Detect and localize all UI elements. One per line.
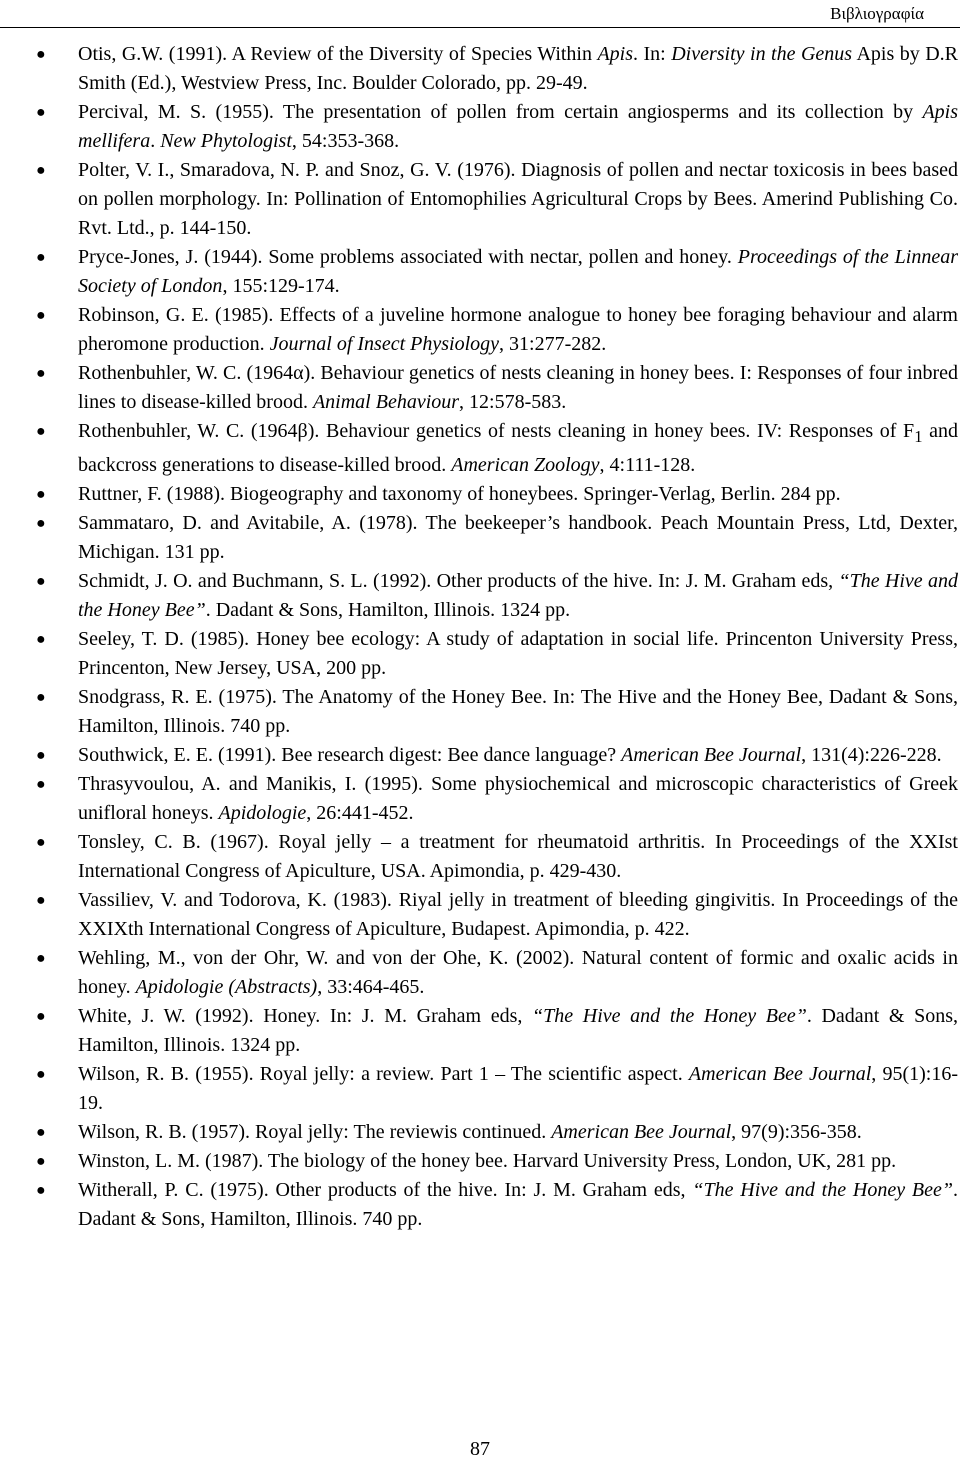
reference-text: , 54:353-368. xyxy=(291,130,400,152)
italic-title: Animal Behaviour xyxy=(312,391,460,413)
header-rule xyxy=(0,27,960,28)
reference-item xyxy=(36,625,958,683)
italic-title: Proceedings of the Linnear Society of London xyxy=(78,246,958,297)
page-number: 87 xyxy=(470,1438,490,1460)
italic-title: American Bee Journal xyxy=(621,744,802,766)
reference-text: Percival, M. S. (1955). The presentation of pollen from certain angiosperms and its collection by xyxy=(78,101,923,123)
reference-item xyxy=(36,741,958,770)
reference-text: Witherall, P. C. (1975). Other products of the hive. In: J. M. Graham eds, xyxy=(78,1179,693,1201)
reference-item xyxy=(36,770,958,828)
italic-title: American Bee Journal xyxy=(551,1121,732,1143)
reference-text: , 33:464-465. xyxy=(317,976,425,998)
reference-text: Winston, L. M. (1987). The biology of the honey bee. Harvard University Press, London, UK, 281 pp. xyxy=(78,1150,897,1172)
bullet-icon: ● xyxy=(36,1153,46,1170)
reference-item xyxy=(36,417,958,480)
bullet-icon: ● xyxy=(36,689,46,706)
reference-text: . Dadant & Sons, Hamilton, Illinois. 740 pp. xyxy=(78,1179,958,1230)
reference-text: , 4:111-128. xyxy=(599,454,696,476)
reference-text: . Dadant & Sons, Hamilton, Illinois. 1324 pp. xyxy=(78,1005,959,1056)
reference-text: Seeley, T. D. (1985). Honey bee ecology: A study of adaptation in social life. Princenton University Press, Princenton, New Jersey, USA, 200 pp. xyxy=(78,628,958,679)
reference-item xyxy=(36,1176,958,1234)
reference-item xyxy=(36,1060,959,1118)
italic-title: American Bee Journal xyxy=(688,1063,872,1085)
reference-item xyxy=(36,359,958,417)
bullet-icon: ● xyxy=(36,776,46,793)
italic-title: New Phytologist xyxy=(160,130,292,152)
reference-item xyxy=(36,828,958,886)
bullet-icon: ● xyxy=(36,104,46,121)
bullet-icon: ● xyxy=(36,1182,46,1199)
reference-text: Polter, V. I., Smaradova, N. P. and Snoz, G. V. (1976). Diagnosis of pollen and nectar toxicosis in bees based on pollen morphology. In: Pollination of Entomophilies Agricultural Crops by Bees. Amerind Publishing Co. Rvt. Ltd., p. 144-150. xyxy=(78,159,958,239)
reference-item xyxy=(36,509,958,567)
reference-text: , 97(9):356-358. xyxy=(731,1121,862,1143)
bullet-icon: ● xyxy=(36,515,46,532)
reference-text: , 31:277-282. xyxy=(499,333,607,355)
reference-item xyxy=(36,480,958,509)
reference-text: , 131(4):226-228. xyxy=(801,744,942,766)
reference-item xyxy=(36,683,958,741)
reference-item xyxy=(36,301,958,359)
reference-text: Pryce-Jones, J. (1944). Some problems associated with nectar, pollen and honey. xyxy=(78,246,738,268)
subscript-text: 1 xyxy=(914,427,923,446)
italic-title: Apidologie (Abstracts) xyxy=(135,976,318,998)
bullet-icon: ● xyxy=(36,631,46,648)
bullet-icon: ● xyxy=(36,1124,46,1141)
reference-text: Sammataro, D. and Avitabile, A. (1978). The beekeeper’s handbook. Peach Mountain Press, Ltd, Dexter, Michigan. 131 pp. xyxy=(78,512,958,563)
reference-text: Snodgrass, R. E. (1975). The Anatomy of the Honey Bee. In: The Hive and the Honey Bee, Dadant & Sons, Hamilton, Illinois. 740 pp. xyxy=(78,686,958,737)
reference-item xyxy=(36,243,958,301)
reference-text: . Dadant & Sons, Hamilton, Illinois. 1324 pp. xyxy=(205,599,571,621)
bullet-icon: ● xyxy=(36,747,46,764)
italic-title: Apis mellifera xyxy=(78,101,958,152)
reference-text: Otis, G.W. (1991). A Review of the Diversity of Species Within xyxy=(78,43,598,65)
italic-title: Apis xyxy=(597,43,634,65)
bullet-icon: ● xyxy=(36,1066,46,1083)
italic-title: “The Hive and the Honey Bee” xyxy=(532,1005,807,1027)
reference-item xyxy=(36,567,958,625)
reference-text: Vassiliev, V. and Todorova, K. (1983). Riyal jelly in treatment of bleeding gingivitis. In Proceedings of the XXIXth International Congress of Apiculture, Budapest. Apimondia, p. 422. xyxy=(78,889,958,940)
reference-text: . xyxy=(150,130,161,152)
italic-title: “The Hive and the Honey Bee” xyxy=(692,1179,953,1201)
reference-text: and backcross generations to disease-killed brood. xyxy=(78,420,958,476)
reference-text: Tonsley, C. B. (1967). Royal jelly – a treatment for rheumatoid arthritis. In Proceedings of the XXIst International Congress of Apiculture, USA. Apimondia, p. 429-430. xyxy=(78,831,958,882)
italic-title: “The Hive and the Honey Bee” xyxy=(78,570,958,621)
reference-item xyxy=(36,98,958,156)
bullet-icon: ● xyxy=(36,892,46,909)
reference-item xyxy=(36,40,958,98)
reference-text: . In: xyxy=(633,43,672,65)
bullet-icon: ● xyxy=(36,365,46,382)
reference-text: Rothenbuhler, W. C. (1964β). Behaviour genetics of nests cleaning in honey bees. IV: Responses of F xyxy=(78,420,915,442)
reference-text: Schmidt, J. O. and Buchmann, S. L. (1992). Other products of the hive. In: J. M. Graham eds, xyxy=(78,570,839,592)
bullet-icon: ● xyxy=(36,249,46,266)
reference-text: Apis by D.R Smith (Ed.), Westview Press, Inc. Boulder Colorado, pp. 29-49. xyxy=(78,43,958,94)
bullet-icon: ● xyxy=(36,486,46,503)
italic-title: Apidologie xyxy=(218,802,307,824)
reference-text: , 26:441-452. xyxy=(306,802,414,824)
reference-item xyxy=(36,156,958,243)
reference-item xyxy=(36,1002,959,1060)
reference-text: Wilson, R. B. (1955). Royal jelly: a review. Part 1 – The scientific aspect. xyxy=(78,1063,689,1085)
bullet-icon: ● xyxy=(36,307,46,324)
bullet-icon: ● xyxy=(36,162,46,179)
reference-text: , 12:578-583. xyxy=(459,391,567,413)
bullet-icon: ● xyxy=(36,834,46,851)
running-header: Βιβλιογραφία xyxy=(830,4,924,23)
reference-text: Southwick, E. E. (1991). Bee research digest: Bee dance language? xyxy=(78,744,622,766)
bullet-icon: ● xyxy=(36,46,46,63)
bullet-icon: ● xyxy=(36,1008,46,1025)
reference-item xyxy=(36,944,958,1002)
bullet-icon: ● xyxy=(36,573,46,590)
reference-text: Rothenbuhler, W. C. (1964α). Behaviour genetics of nests cleaning in honey bees. I: Responses of four inbred lines to disease-killed brood. xyxy=(78,362,958,413)
reference-item xyxy=(36,1147,958,1176)
reference-text: Robinson, G. E. (1985). Effects of a juveline hormone analogue to honey bee foraging behaviour and alarm pheromone production. xyxy=(78,304,958,355)
reference-item xyxy=(36,1118,958,1147)
bullet-icon: ● xyxy=(36,423,46,440)
reference-text: , 95(1):16-19. xyxy=(78,1063,959,1114)
reference-text: White, J. W. (1992). Honey. In: J. M. Graham eds, xyxy=(78,1005,532,1027)
reference-text: Wehling, M., von der Ohr, W. and von der Ohe, K. (2002). Natural content of formic and oxalic acids in honey. xyxy=(78,947,958,998)
reference-text: Ruttner, F. (1988). Biogeography and taxonomy of honeybees. Springer-Verlag, Berlin. 284 pp. xyxy=(78,483,841,505)
reference-text: Wilson, R. B. (1957). Royal jelly: The reviewis continued. xyxy=(78,1121,552,1143)
italic-title: Diversity in the Genus xyxy=(671,43,853,65)
reference-item xyxy=(36,886,958,944)
italic-title: Journal of Insect Physiology xyxy=(269,333,500,355)
bullet-icon: ● xyxy=(36,950,46,967)
reference-text: Thrasyvoulou, A. and Manikis, I. (1995). Some physiochemical and microscopic characteristics of Greek unifloral honeys. xyxy=(78,773,958,824)
italic-title: American Zoology xyxy=(451,454,600,476)
reference-text: , 155:129-174. xyxy=(222,275,340,297)
reference-list xyxy=(0,40,960,1234)
